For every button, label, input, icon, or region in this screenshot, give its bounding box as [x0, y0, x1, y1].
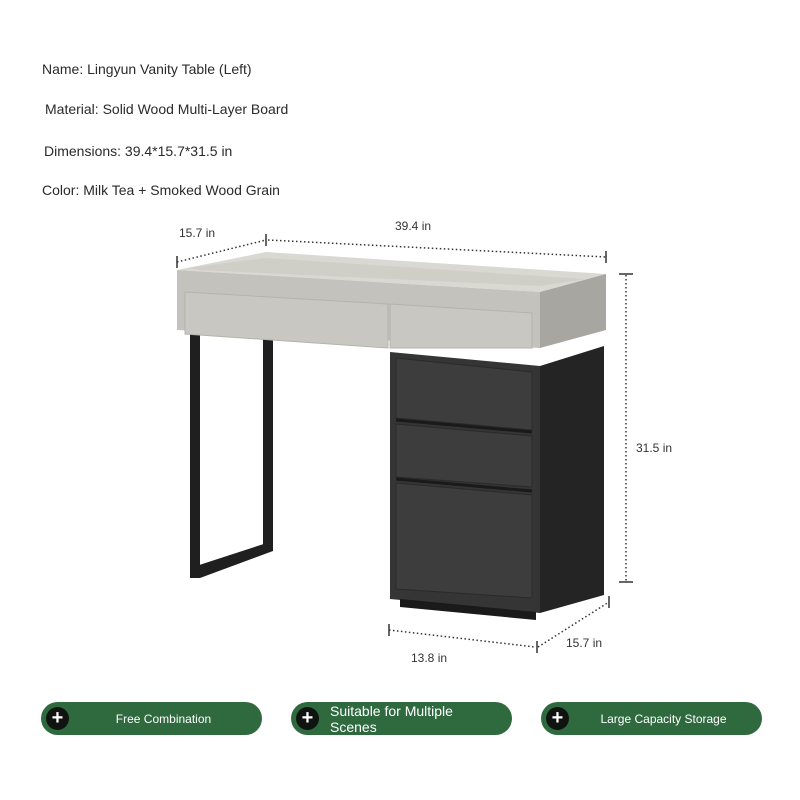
- spec-name: Name: Lingyun Vanity Table (Left): [42, 61, 252, 77]
- spec-material: Material: Solid Wood Multi-Layer Board: [45, 101, 289, 117]
- dim-label-top-width: 39.4 in: [395, 219, 432, 233]
- spec-color: Color: Milk Tea + Smoked Wood Grain: [42, 182, 280, 198]
- feature-label: Free Combination: [115, 711, 212, 726]
- feature-large-storage[interactable]: [541, 702, 762, 735]
- feature-multiple-scenes[interactable]: [291, 702, 512, 735]
- plus-icon: +: [546, 707, 569, 730]
- dim-line-bottom-width: [389, 630, 535, 647]
- dim-label-bottom-depth: 15.7 in: [566, 636, 603, 650]
- drawer-cabinet: [390, 346, 604, 620]
- plus-icon: +: [46, 707, 69, 730]
- feature-free-combination[interactable]: [41, 702, 262, 735]
- feature-label: Large Capacity Storage: [600, 711, 727, 726]
- dim-label-bottom-width: 13.8 in: [411, 651, 448, 665]
- spec-dimensions: Dimensions: 39.4*15.7*31.5 in: [44, 143, 233, 159]
- desk-top: [177, 252, 606, 348]
- dim-line-top-width: [268, 240, 606, 257]
- feature-label: Suitable for Multiple Scenes: [330, 702, 453, 735]
- dim-label-height: 31.5 in: [636, 441, 673, 455]
- leg-frame: [190, 332, 273, 578]
- dim-label-top-depth: 15.7 in: [179, 226, 216, 240]
- plus-icon: +: [296, 707, 319, 730]
